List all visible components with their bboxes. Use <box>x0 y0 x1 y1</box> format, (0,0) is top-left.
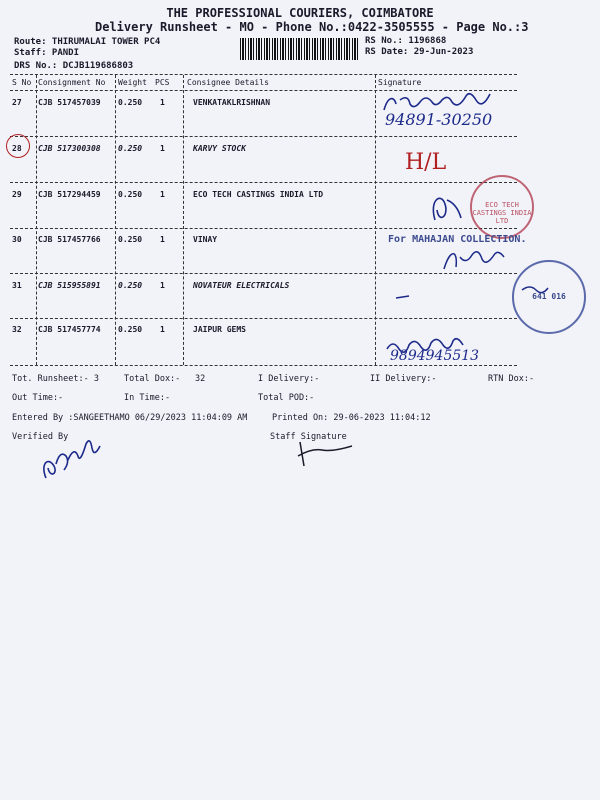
column-header-weight: Weight <box>118 78 147 87</box>
table-bottom-rule <box>10 365 517 366</box>
verified-by: Verified By <box>12 432 69 442</box>
row-consignee: NOVATEUR ELECTRICALS <box>193 281 290 290</box>
verified-signature <box>38 438 108 488</box>
row-pcs: 1 <box>160 144 165 153</box>
row-pcs: 1 <box>160 235 165 244</box>
column-divider <box>183 75 184 365</box>
column-header-signature: Signature <box>378 78 422 87</box>
barcode <box>240 38 360 60</box>
route-label: Route: THIRUMALAI TOWER PC4 <box>14 37 161 47</box>
row-consignment: CJB 517457039 <box>38 98 101 107</box>
total-dox-label: Total Dox:- <box>124 374 181 384</box>
column-header-sno: S No <box>12 78 32 87</box>
row-pcs: 1 <box>160 98 165 107</box>
row-consignee: JAIPUR GEMS <box>193 325 246 334</box>
column-header-pcs: PCS <box>155 78 170 87</box>
staff-signature: Staff Signature <box>270 432 347 442</box>
row-sno: 29 <box>12 190 22 199</box>
eco-tech-stamp: ECO TECH CASTINGS INDIA LTD <box>470 175 534 239</box>
printed-on: Printed On: 29-06-2023 11:04:12 <box>272 413 431 423</box>
i-delivery: I Delivery:- <box>258 374 320 384</box>
row-pcs: 1 <box>160 281 165 290</box>
row-divider <box>10 136 517 137</box>
runsheet-subtitle: Delivery Runsheet - MO - Phone No.:0422-3505555 - Page No.:3 <box>95 20 529 34</box>
ii-delivery: II Delivery:- <box>370 374 437 384</box>
row-weight: 0.250 <box>118 281 143 290</box>
column-header-consignee: Consignee Details <box>187 78 269 87</box>
row27-phone: 94891-30250 <box>385 110 493 129</box>
entered-by: Entered By :SANGEETHAMO 06/29/2023 11:04:09 AM <box>12 413 248 423</box>
row-weight: 0.250 <box>118 144 143 153</box>
row-divider <box>10 318 517 319</box>
column-header-consignment: Consignment No <box>38 78 106 87</box>
row-consignment: CJB 517457774 <box>38 325 101 334</box>
row-weight: 0.250 <box>118 325 143 334</box>
row-pcs: 1 <box>160 325 165 334</box>
row-pcs: 1 <box>160 190 165 199</box>
column-divider <box>115 75 116 365</box>
table-header-rule <box>10 90 517 91</box>
row-sno: 32 <box>12 325 22 334</box>
row-consignee: ECO TECH CASTINGS INDIA LTD <box>193 190 324 199</box>
row-sno: 28 <box>12 144 22 153</box>
signature-row31 <box>520 280 550 300</box>
mahajan-stamp: For MAHAJAN COLLECTION. <box>388 234 527 245</box>
rtn-dox: RTN Dox:- <box>488 374 535 384</box>
row-consignee: VINAY <box>193 235 218 244</box>
total-pod: Total POD:- <box>258 393 315 403</box>
row-sno: 27 <box>12 98 22 107</box>
drs-label: DRS No.: DCJB119686803 <box>14 61 134 71</box>
total-dox-value: 32 <box>195 374 206 384</box>
row28-mark: H/L <box>405 150 447 175</box>
dash-mark-row31 <box>395 292 411 302</box>
row-consignment: CJB 517300308 <box>38 144 101 153</box>
row32-phone: 9894945513 <box>390 348 480 364</box>
company-title: THE PROFESSIONAL COURIERS, COIMBATORE <box>166 6 434 20</box>
out-time: Out Time:- <box>12 393 64 403</box>
row-weight: 0.250 <box>118 190 143 199</box>
row-consignee: KARVY STOCK <box>193 144 246 153</box>
rs-no-label: RS No.: 1196868 <box>365 36 447 46</box>
novateur-stamp: 641 016 <box>512 260 586 334</box>
in-time: In Time:- <box>124 393 171 403</box>
rs-date-label: RS Date: 29-Jun-2023 <box>365 47 474 57</box>
signature-row29 <box>425 190 485 230</box>
staff-label: Staff: PANDI <box>14 48 80 58</box>
row-sno: 30 <box>12 235 22 244</box>
table-top-rule <box>10 74 517 75</box>
row-weight: 0.250 <box>118 235 143 244</box>
signature-row30 <box>440 245 510 275</box>
row-consignment: CJB 515955891 <box>38 281 101 290</box>
column-divider <box>36 75 37 365</box>
row-weight: 0.250 <box>118 98 143 107</box>
row-divider <box>10 182 517 183</box>
staff-signature-mark <box>292 438 362 470</box>
row-consignment: CJB 517294459 <box>38 190 101 199</box>
row-consignee: VENKATAKLRISHNAN <box>193 98 271 107</box>
column-divider <box>375 75 376 365</box>
row-sno: 31 <box>12 281 22 290</box>
row-consignment: CJB 517457766 <box>38 235 101 244</box>
total-runsheet: Tot. Runsheet:- 3 <box>12 374 99 384</box>
